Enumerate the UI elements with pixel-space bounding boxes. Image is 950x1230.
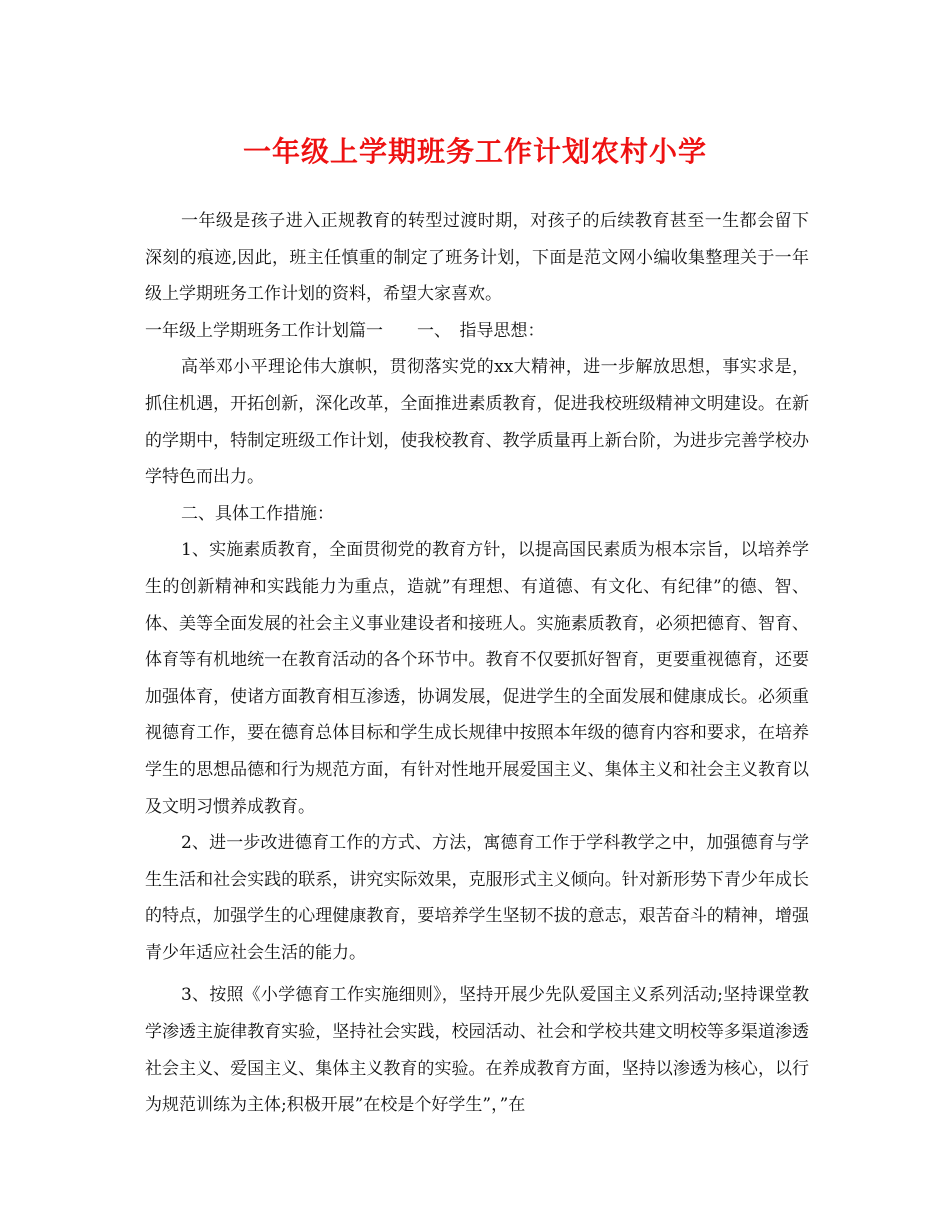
section-heading-guiding-ideology: 一年级上学期班务工作计划篇一 一、 指导思想：	[145, 320, 545, 341]
measure-paragraph-2: 2、进一步改进德育工作的方式、方法，寓德育工作于学科教学之中，加强德育与学生生活和社会实践的联系，讲究实际效果，克服形式主义倾向。针对新形势下青少年成长的特点，加强学生的心理健康教育，要培养学生坚韧不拔的意志，艰苦奋斗的精神，增强青少年适应社会生活的能力。	[145, 833, 809, 963]
guiding-ideology-paragraph: 高举邓小平理论伟大旗帜，贯彻落实党的xx大精神，进一步解放思想，事实求是，抓住机遇，开拓创新，深化改革，全面推进素质教育，促进我校班级精神文明建设。在新的学期中，特制定班级工作计划，使我校教育、教学质量再上新台阶，为进步完善学校办学特色而出力。	[145, 357, 809, 488]
section-heading-measures: 二、具体工作措施：	[181, 503, 334, 524]
intro-paragraph: 一年级是孩子进入正规教育的转型过渡时期，对孩子的后续教育甚至一生都会留下深刻的痕迹,因此，班主任慎重的制定了班务计划，下面是范文网小编收集整理关于一年级上学期班务工作计划的资料，希望大家喜欢。	[145, 211, 809, 305]
document-body	[145, 203, 809, 1124]
measure-paragraph-1: 1、实施素质教育，全面贯彻党的教育方针，以提高国民素质为根本宗旨，以培养学生的创新精神和实践能力为重点，造就”有理想、有道德、有文化、有纪律”的德、智、体、美等全面发展的社会主义事业建设者和接班人。实施素质教育，必须把德育、智育、体育等有机地统一在教育活动的各个环节中。教育不仅要抓好智育，更要重视德育，还要加强体育，使诸方面教育相互渗透，协调发展，促进学生的全面发展和健康成长。必须重视德育工作，要在德育总体目标和学生成长规律中按照本年级的德育内容和要求，在培养学生的思想品德和行为规范方面，有针对性地开展爱国主义、集体主义和社会主义教育以及文明习惯养成教育。	[145, 540, 809, 817]
measure-paragraph-3: 3、按照《小学德育工作实施细则》，坚持开展少先队爱国主义系列活动;坚持课堂教学渗透主旋律教育实验，坚持社会实践，校园活动、社会和学校共建文明校等多渠道渗透社会主义、爱国主义、集体主义教育的实验。在养成教育方面，坚持以渗透为核心，以行为规范训练为主体;积极开展”在校是个好学生”，”在	[145, 985, 809, 1116]
document-title: 一年级上学期班务工作计划农村小学	[242, 135, 707, 168]
